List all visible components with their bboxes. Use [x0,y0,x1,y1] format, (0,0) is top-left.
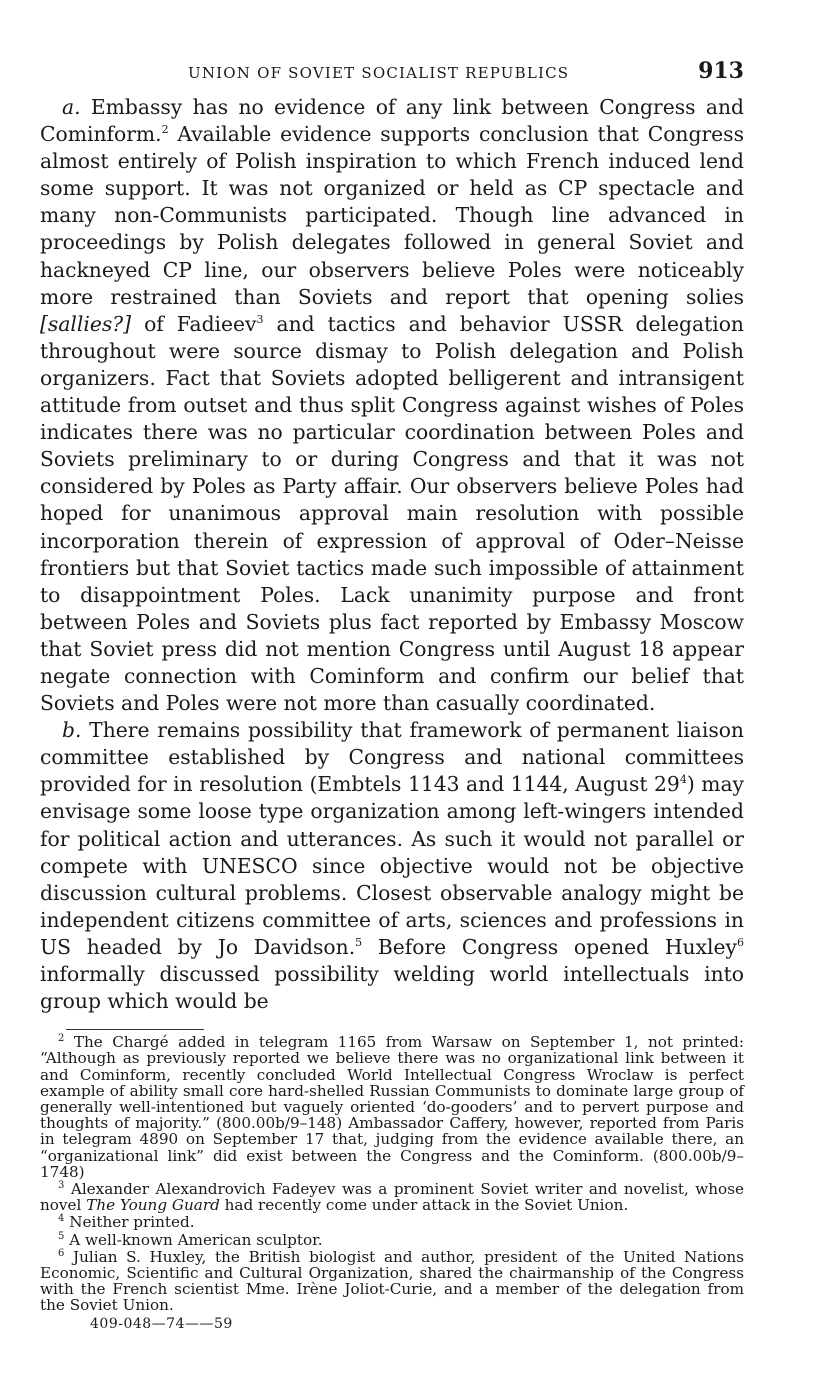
footnotes [40,1034,744,1313]
paragraph-a-text-4: and tactics and behavior USSR delegation throughout were source dismay to Polish delegation and Polish organizers. Fact that Soviets adopted belligerent and intransigent attitude from outset and thus split Congress against wishes of Poles indicates there was no particular coordination between Poles and Soviets preliminary to or during Congress and that it was not considered by Poles as Party affair. Our observers believe Poles had hoped for unanimous approval main resolution with possible incorporation therein of expression of approval of Oder–Neisse frontiers but that Soviet tactics made such impossible of attainment to disappointment Poles. Lack unanimity purpose and front between Poles and Soviets plus fact reported by Embassy Moscow that Soviet press did not mention Congress until August 18 appear negate connection with Cominform and confirm our belief that Soviets and Poles were not more than casually coordinated. [40,311,744,716]
footnote-text: Julian S. Huxley, the British biologist and author, president of the United Nations Economic, Scientific and Cultural Organization, shared the chairmanship of the Congress with the French scientist Mme. Irène Joliot-Curie, and a member of the delegation from the Soviet Union. [40,1247,744,1315]
paragraph-b-label: b. [62,718,82,743]
paragraph-a-text-1: Embassy has no evidence of any link between Congress and Cominform. [40,95,744,147]
print-code: 409-048—74——59 [90,1315,233,1332]
footnote-divider [66,1029,204,1030]
body-text [40,94,744,1015]
running-head: UNION OF SOVIET SOCIALIST REPUBLICS [188,64,570,82]
footnote-ref-4: 4 [679,773,687,787]
footnote-mark: 5 [58,1230,65,1242]
footnote-text: Neither printed. [64,1213,195,1232]
footnote-ref-6: 6 [737,936,744,950]
paragraph-a-text-3: of Fadieev [131,311,257,336]
footnote-ref-3: 3 [256,312,264,326]
footnote-ref-2: 2 [161,123,169,137]
footnote-5 [40,1232,744,1248]
footnote-text: Alexander Alexandrovich Fadeyev was a prominent Soviet writer and novelist, whose novel [40,1180,744,1215]
footnote-mark: 4 [58,1213,65,1225]
footnote-3 [40,1181,744,1213]
editorial-bracket: [sallies?] [40,311,132,336]
paragraph-b [40,717,744,1015]
paragraph-a-label: a. [62,95,81,119]
footnote-ref-5: 5 [355,936,363,950]
novel-title: The Young Guard [86,1196,220,1215]
footnote-mark: 2 [58,1033,65,1045]
footnote-mark: 3 [58,1179,65,1191]
paragraph-a [40,94,744,717]
footnote-mark: 6 [58,1247,65,1259]
paragraph-b-text-4: informally discussed possibility welding world intellectuals into group which would be [40,962,744,1014]
paragraph-b-text-1: There remains possibility that framework of permanent liaison committee established by Congress and national committees provided for in resolution (Embtels 1143 and 1144, August 29 [40,718,744,797]
footnote-4 [40,1214,744,1230]
footnote-6 [40,1249,744,1314]
page-header [40,58,744,94]
footnote-text: had recently come under attack in the Soviet Union. [219,1196,629,1215]
footnote-text: A well-known American sculptor. [64,1230,323,1249]
page-number: 913 [698,58,744,84]
paragraph-b-text-3: Before Congress opened Huxley [362,934,737,959]
footnote-2 [40,1034,744,1180]
footnote-text: The Chargé added in telegram 1165 from Warsaw on September 1, not printed: “Although as previously reported we believe there was no organizational link between it and Cominform, recently concluded World Intellectual Congress Wroclaw is perfect example of ability small core hard-shelled Russian Communists to dominate large group of generally well-intentioned but vaguely oriented ‘do-gooders’ and to pervert purpose and thoughts of majority.” (800.00b/9–148) Ambassador Caffery, however, reported from Paris in telegram 4890 on September 17 that, judging from the evidence available there, an “organizational link” did exist between the Congress and the Cominform. (800.00b/9–1748) [40,1033,744,1181]
paragraph-b-text-2: ) may envisage some loose type organization among left-wingers intended for political action and utterances. As such it would not parallel or compete with UNESCO since objective would not be objective discussion cultural problems. Closest observable analogy might be independent citizens committee of arts, sciences and professions in US headed by Jo Davidson. [40,772,745,959]
paragraph-a-text-2: Available evidence supports conclusion that Congress almost entirely of Polish inspiration to which French induced lend some support. It was not organized or held as CP spectacle and many non-Communists participated. Though line advanced in proceedings by Polish delegates followed in general Soviet and hackneyed CP line, our observers believe Poles were noticeably more restrained than Soviets and report that opening solies [40,122,744,309]
